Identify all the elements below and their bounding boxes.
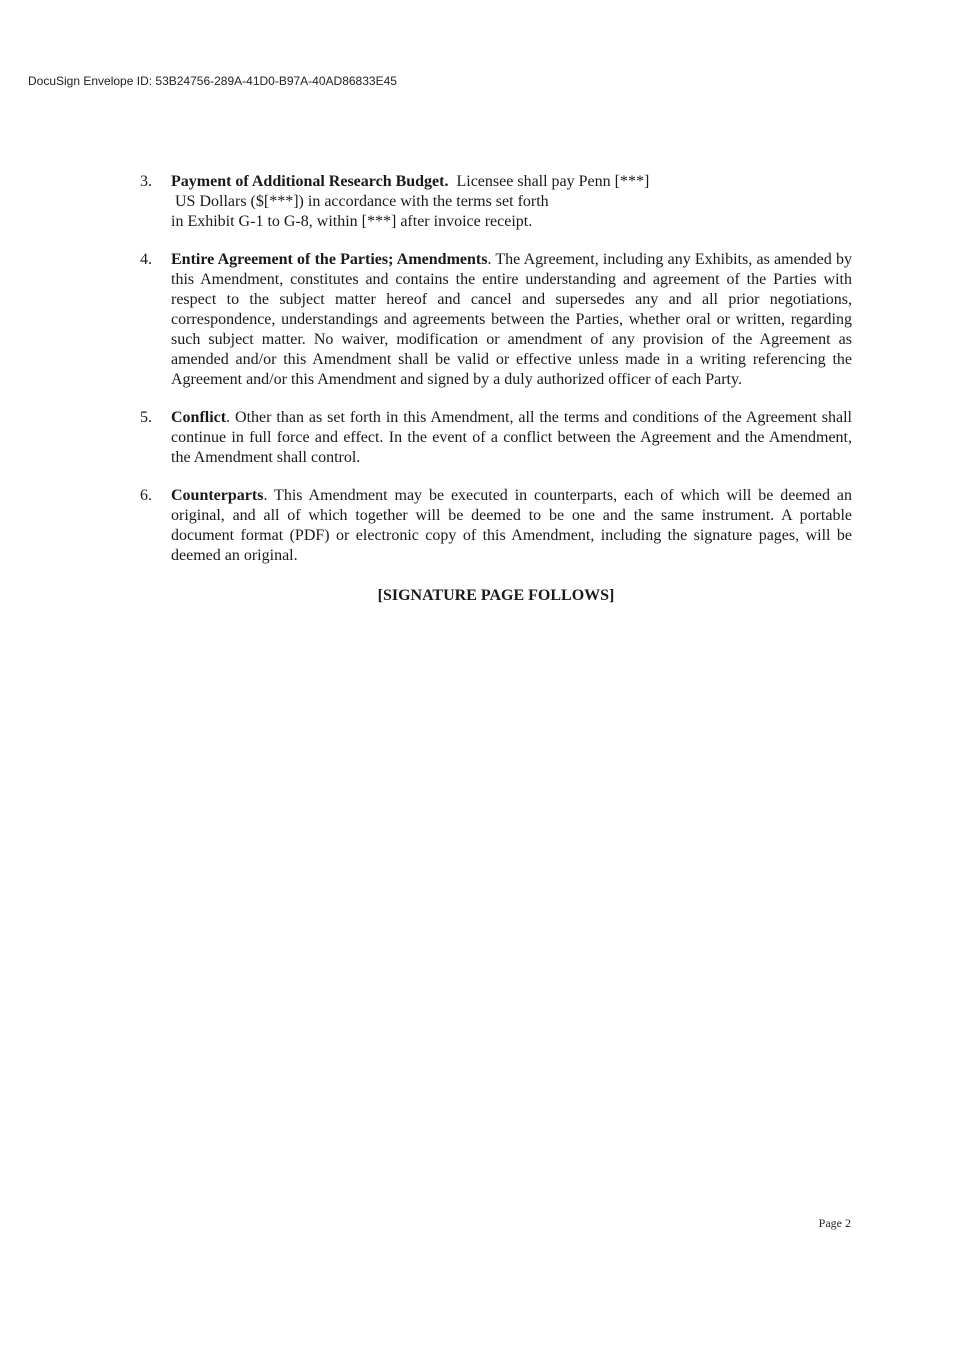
section-heading: Entire Agreement of the Parties; Amendments bbox=[171, 251, 488, 268]
section-heading: Payment of Additional Research Budget. bbox=[171, 173, 449, 190]
document-body bbox=[140, 172, 852, 606]
signature-page-notice: [SIGNATURE PAGE FOLLOWS] bbox=[377, 587, 615, 604]
section-heading: Conflict bbox=[171, 409, 227, 426]
section-line-3: in Exhibit G-1 to G-8, within [***] after invoice receipt. bbox=[171, 213, 533, 230]
section-text bbox=[171, 486, 852, 566]
section-line-2: US Dollars ($[***]) in accordance with the terms set forth bbox=[175, 193, 549, 210]
section-number: 4. bbox=[140, 251, 152, 268]
section-text bbox=[171, 172, 852, 232]
section-paragraph: . The Agreement, including any Exhibits, as amended by this Amendment, constitutes and contains the entire understanding and agreement of the Parties with respect to the subject matter hereof and cancel and supersedes any and all prior negotiations, correspondence, understandings and agreements between the Parties, whether oral or written, regarding such subject matter. No waiver, modification or amendment of any provision of the Agreement as amended and/or this Amendment shall be valid or effective unless made in a writing referencing the Agreement and/or this Amendment and signed by a duly authorized officer of each Party. bbox=[171, 251, 853, 388]
page-number: Page 2 bbox=[818, 1216, 851, 1230]
section-number: 6. bbox=[140, 487, 152, 504]
docusign-envelope-id: DocuSign Envelope ID: 53B24756-289A-41D0-B97A-40AD86833E45 bbox=[28, 74, 397, 88]
section-number: 3. bbox=[140, 173, 152, 190]
section-text bbox=[171, 408, 852, 468]
section-3 bbox=[140, 172, 852, 232]
section-heading: Counterparts bbox=[171, 487, 264, 504]
section-line-1: Licensee shall pay Penn [***] bbox=[456, 173, 650, 190]
section-4 bbox=[140, 250, 852, 390]
section-5 bbox=[140, 408, 852, 468]
section-paragraph: . This Amendment may be executed in counterparts, each of which will be deemed an original, and all of which together will be deemed to be one and the same instrument. A portable document format (PDF) or electronic copy of this Amendment, including the signature pages, will be deemed an original. bbox=[171, 487, 852, 564]
section-6 bbox=[140, 486, 852, 566]
section-text bbox=[171, 250, 852, 390]
section-paragraph: . Other than as set forth in this Amendment, all the terms and conditions of the Agreement shall continue in full force and effect. In the event of a conflict between the Agreement and the Amendment, the Amendment shall control. bbox=[171, 409, 852, 466]
section-number: 5. bbox=[140, 409, 152, 426]
